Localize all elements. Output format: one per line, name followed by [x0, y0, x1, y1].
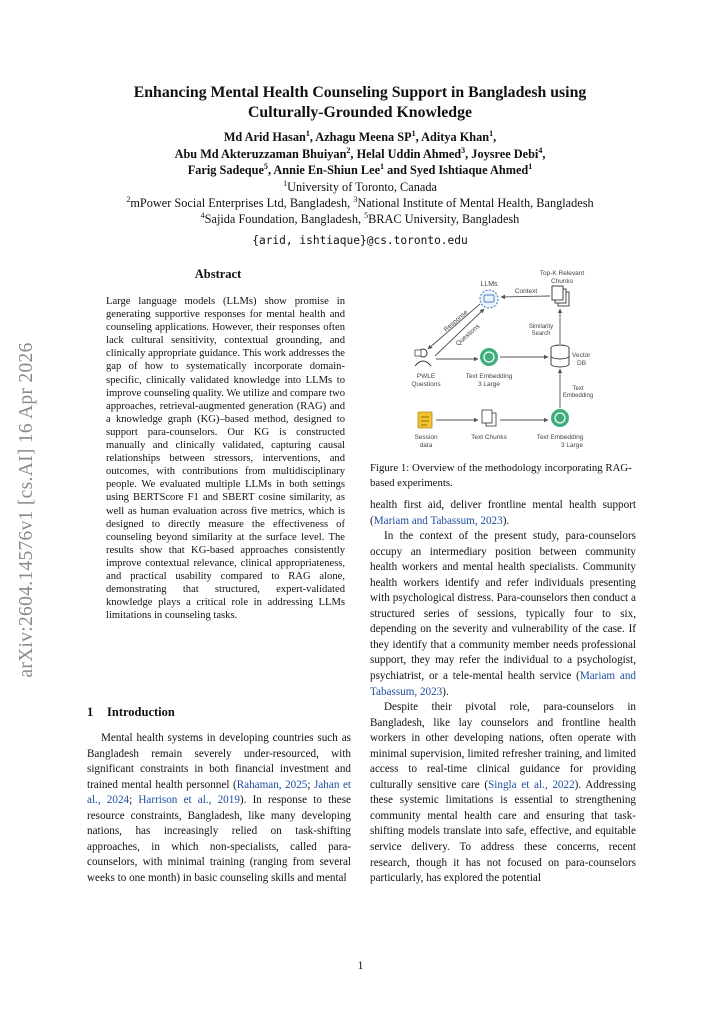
questions-label: Questions: [454, 323, 482, 348]
vector-label-1: Vector: [572, 352, 591, 359]
author-name: Aditya Khan: [421, 130, 490, 144]
chunk-doc-icon: [482, 410, 492, 423]
doc-stack-icon: [552, 286, 563, 300]
section-heading: [87, 705, 175, 720]
arxiv-sidebar: [6, 300, 48, 720]
topk-label-2: Chunks: [550, 278, 574, 285]
affil-marker: 4: [200, 210, 205, 220]
vector-label-2: DB: [577, 360, 587, 367]
citation-link[interactable]: Mariam and Tabassum, 2023: [370, 670, 636, 698]
user-body-icon: [415, 361, 431, 366]
author-line-2: Abu Md Akteruzzaman Bhuiyan$^2$, Helal Uddin Ahmed$^3$, Joysree Debi$^4$,: [174, 145, 546, 161]
chunks-label: Text Chunks: [471, 434, 507, 441]
text-run: Despite their pivotal role, para-counselors in Bangladesh, like lay counselors and frontline health workers in other developing nations, often operate with minimal supervision, limited refresher training, and limited access to real-time clinical guidance for providing culturally sensitive care (: [370, 701, 636, 791]
topk-label-1: Top-K Relevant: [539, 270, 585, 277]
author-name: Annie En-Shiun Lee: [273, 163, 381, 177]
text-run: Mental health systems in developing countries such as Bangladesh remain severely under-resourced, with significant constraints in both financial investment and trained mental health personnel (: [87, 732, 351, 791]
author-affil: 2: [346, 145, 351, 155]
similarity-label-1: Similarity: [528, 324, 554, 330]
author-affil: 1: [411, 128, 416, 138]
author-name: Azhagu Meena SP: [315, 130, 412, 144]
section-title: Introduction: [107, 705, 175, 719]
author-name: Joysree Debi: [471, 146, 539, 161]
llm-icon: [480, 290, 498, 308]
affil-marker: 3: [353, 194, 358, 204]
pwle-label-1: PWLE: [416, 373, 436, 380]
affiliation-line-2: [60, 195, 660, 211]
author-name: Md Arid Hasan: [223, 130, 306, 144]
pwle-node: [411, 349, 441, 388]
text-run: ). In response to these resource constraints, Bangladesh, like many developing nations, has increasingly relied on task-shifting approaches, in which non-specialists, called para-counselors, with minimal training (ranging from several weeks to one month) in basic counseling skills and mental: [87, 794, 351, 884]
author-affil: 1: [528, 161, 533, 171]
abstract-heading: Abstract: [194, 267, 242, 281]
llms-label: LLMs: [480, 281, 498, 288]
and-word: and: [387, 163, 407, 177]
citation-link[interactable]: Harrison et al., 2019: [138, 794, 240, 807]
session-label-1: Session: [414, 434, 438, 441]
pwle-label-2: Questions: [411, 381, 441, 388]
author-name: Helal Uddin Ahmed: [356, 146, 462, 161]
paragraph: [370, 529, 636, 700]
text-run: health first aid, deliver frontline mental health support (: [370, 499, 636, 527]
embedding2-label-1: Text Embedding: [536, 434, 584, 441]
llm-node: [480, 281, 498, 308]
question-bubble-icon: [415, 350, 421, 356]
affil-text: University of Toronto, Canada: [287, 180, 437, 194]
paragraph: [370, 700, 636, 887]
text-run: ). Addressing these systemic limitations is essential to strengthening community mental health care and ensuring that task-shifting models translate into safe, effective, and equitable service delivery. To address these concerns, recent research, though it has not focused on para-counselors particularly, has explored the potential: [370, 778, 636, 885]
author-name: Syed Ishtiaque Ahmed: [410, 163, 529, 177]
context-arrow: [501, 296, 550, 297]
vector-db-node: [551, 345, 591, 367]
abstract-text: Large language models (LLMs) show promise in generating supportive responses for mental health and counseling applications. However, their responses often lack cultural sensitivity, contextual grounding, and clinically appropriate guidance. This work addresses the gap of how to systematically incorporate domain-specific, clinically validated knowledge into LLMs to improve counseling quality. We utilize and compare two approaches, retrieval-augmented generation (RAG) and a knowledge graph (KG)–based method, designed to support para-counselors. Our KG is constructed manually and clinically validated, capturing causal relationships between stressors, interventions, and outcomes, with contributions from multidisciplinary people. We evaluated multiple LLMs in both settings using BERTScore F1 and SBERT cosine similarity, as well as human evaluation across five metrics, which is designed to directly measure the effectiveness of counseling beyond similarity at the surface level. The results show that KG-based approaches consistently improve contextual relevance, clinical appropriateness, and practical usability compared to RAG alone, demonstrating that structured, expert-validated knowledge plays a critical role in addressing LLMs limitations in counseling tasks.: [106, 296, 345, 622]
author-line-1: Md Arid Hasan$^1$, Azhagu Meena $SP^1$, Aditya Khan$^1$,: [223, 128, 497, 144]
title-line-2: Culturally-Grounded Knowledge: [248, 104, 472, 121]
affiliation-list: [60, 179, 660, 227]
embedding-node: [466, 348, 513, 388]
text-embedding-label-1: Text: [572, 386, 584, 392]
citation-link[interactable]: Mariam and Tabassum, 2023: [373, 514, 503, 527]
text-embedding-label-2: Embedding: [562, 393, 594, 399]
author-name: Abu Md Akteruzzaman Bhuiyan: [174, 146, 347, 161]
citation-link[interactable]: Rahaman, 2025: [236, 778, 308, 791]
openai-icon: [480, 348, 498, 366]
openai-icon: [551, 409, 569, 427]
citation-link[interactable]: Jahan et al., 2024: [87, 778, 351, 807]
text-run: ).: [502, 514, 510, 527]
page-number: 1: [357, 960, 364, 972]
chunks-node: [471, 410, 508, 441]
paper-title: [60, 83, 660, 123]
session-label-2: data: [419, 442, 433, 449]
text-run: In the context of the present study, para-counselors occupy an intermediary position between community health workers and mental health specialists. Community health workers identify and refer individuals presenting with psychological distress. Para-counselors then conduct a structured series of sessions, typically four to six, depending on the severity and vulnerability of the case. If they identify that a community member needs professional support, they may refer the individual to a psychologist, psychiatrist, or a tele-mental health service (: [370, 530, 636, 683]
affil-marker: 1: [283, 178, 288, 188]
affiliation-line-3: [60, 211, 660, 227]
database-body-icon: [551, 348, 569, 367]
author-affil: 1: [305, 128, 310, 138]
author-affil: 1: [489, 128, 494, 138]
affil-marker: 2: [126, 194, 131, 204]
title-line-1: Enhancing Mental Health Counseling Support in Bangladesh using: [133, 84, 587, 101]
affil-text: mPower Social Enterprises Ltd, Bangladesh,: [130, 196, 354, 210]
session-doc-icon: [418, 412, 432, 428]
affil-text: National Institute of Mental Health, Bangladesh: [357, 196, 594, 210]
methodology-diagram: [400, 266, 636, 456]
topk-node: [540, 270, 585, 306]
response-label: Response: [442, 309, 470, 334]
text-run: ;: [129, 794, 139, 807]
affil-marker: 5: [364, 210, 369, 220]
author-affil: 4: [538, 145, 543, 155]
author-affil: 3: [461, 145, 466, 155]
citation-link[interactable]: Singla et al., 2022: [488, 778, 575, 791]
paragraph: [87, 731, 351, 886]
right-column-text: [370, 498, 636, 887]
embedding-label-2: 3 Large: [477, 381, 501, 388]
embedding-node-2: [537, 409, 584, 449]
session-node: [414, 412, 438, 449]
author-list: [60, 129, 660, 179]
section-number: 1: [87, 705, 94, 719]
context-label: Context: [514, 288, 538, 295]
affil-text: Sajida Foundation, Bangladesh,: [204, 212, 365, 226]
author-name: Farig Sadeque: [187, 163, 264, 177]
author-affil: 5: [263, 161, 268, 171]
similarity-label-2: Search: [531, 331, 551, 337]
contact-email: {arid, ishtiaque}@cs.toronto.edu: [252, 234, 468, 247]
paragraph: [370, 498, 636, 529]
arxiv-identifier: arXiv:2604.14576v1 [cs.AI] 16 Apr 2026: [16, 342, 37, 678]
left-column-text: [87, 731, 351, 886]
affiliation-line-1: [60, 179, 660, 195]
text-run: ).: [442, 685, 449, 698]
text-run: ;: [307, 778, 315, 791]
embedding-label-1: Text Embedding: [465, 373, 513, 380]
author-affil: 1: [380, 161, 385, 171]
figure-caption: Figure 1: Overview of the methodology incorporating RAG-based experiments.: [370, 462, 632, 489]
embedding2-label-2: 3 Large: [560, 442, 584, 449]
affil-text: BRAC University, Bangladesh: [368, 212, 520, 226]
methodology-figure: [400, 266, 636, 456]
author-line-3: Farig Sadeque$^5$, Annie En-Shiun Lee$^1$ and Syed Ishtiaque Ahmed$^1$: [187, 161, 533, 177]
